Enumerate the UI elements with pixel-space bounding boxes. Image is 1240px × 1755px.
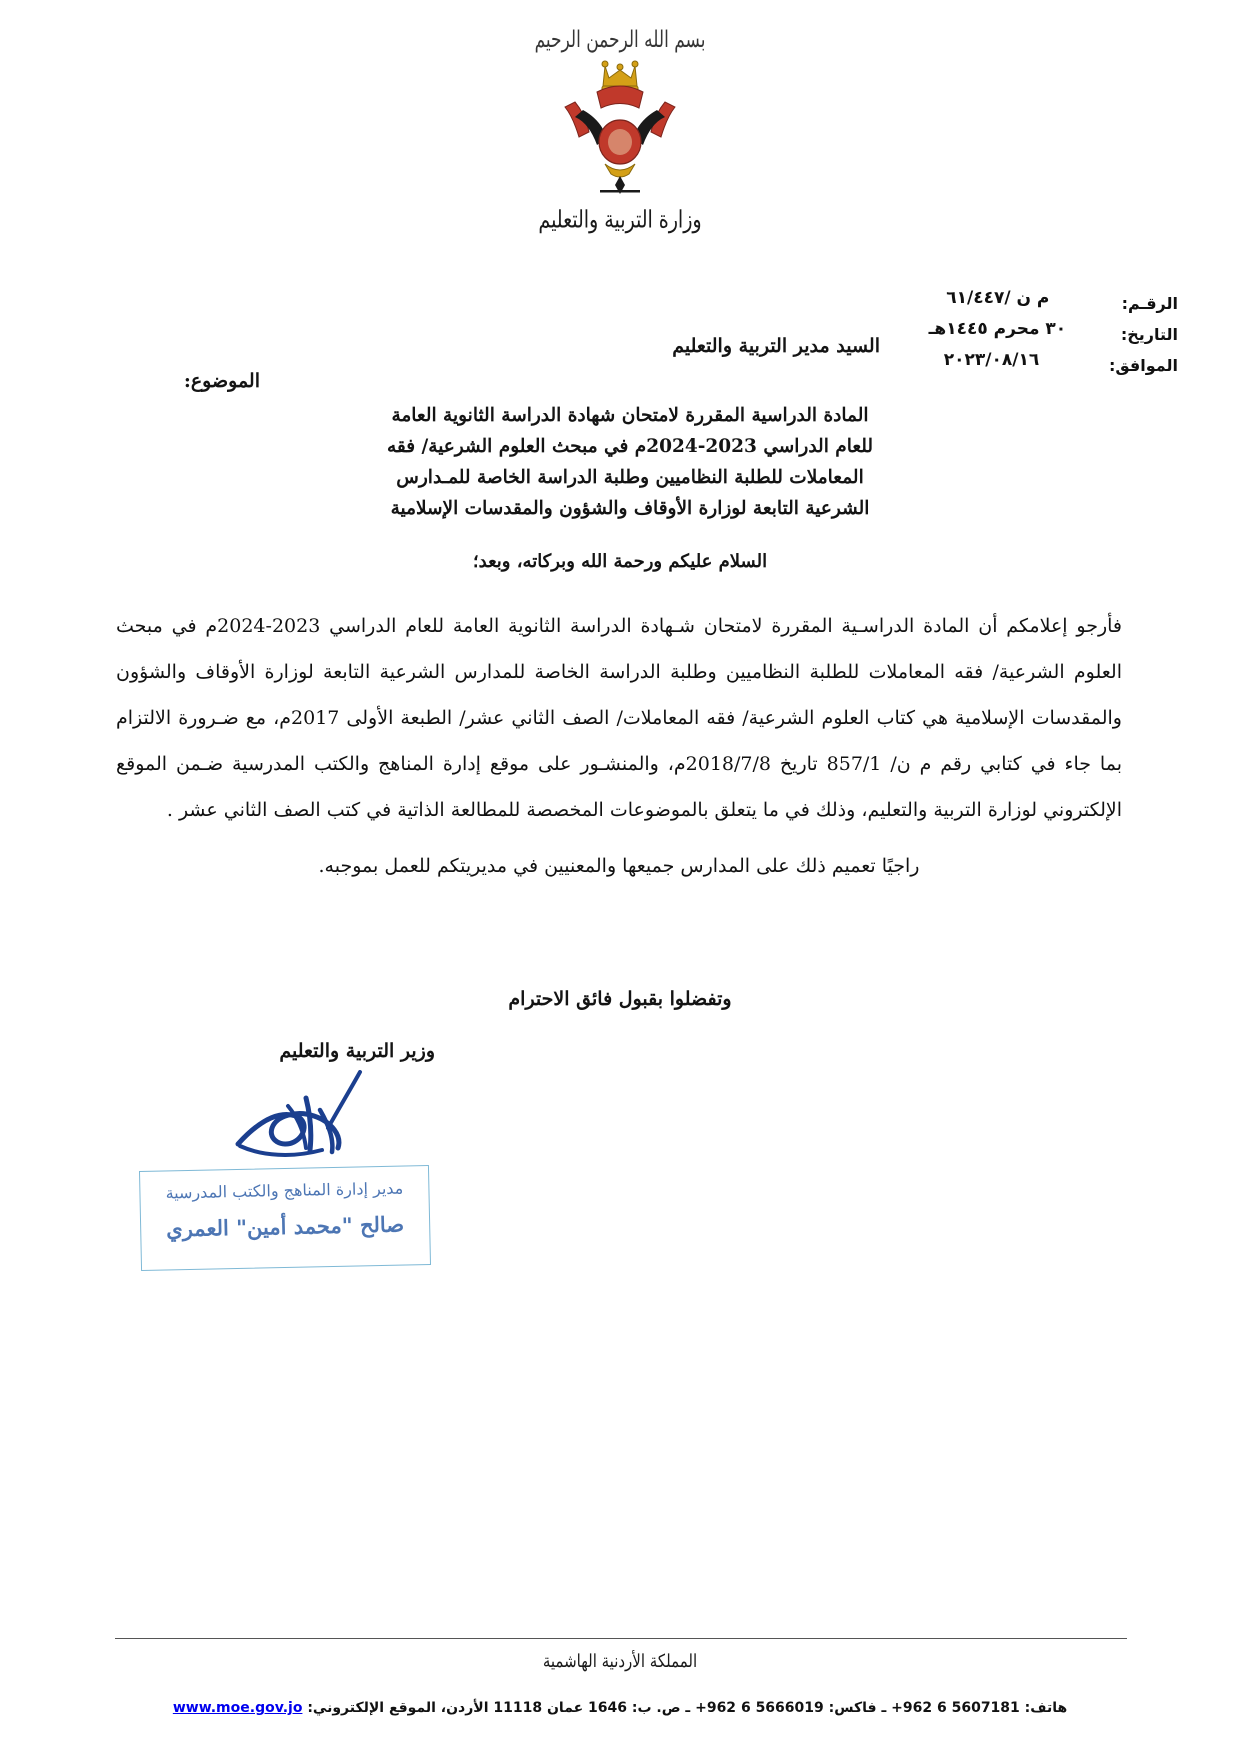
salutation: السلام عليكم ورحمة الله وبركاته، وبعد؛ bbox=[472, 551, 768, 572]
reference-dots-number bbox=[880, 290, 1116, 307]
signer-title: وزير التربية والتعليم bbox=[279, 1040, 435, 1062]
reference-value-date: ٣٠ محرم ١٤٤٥هـ bbox=[880, 319, 1115, 339]
footer-contact-text: هاتف: 5607181 6 962+ ـ فاكس: 5666019 6 962+ ـ ص. ب: 1646 عمان 11118 الأردن، الموقع الإلكتروني: bbox=[307, 1700, 1068, 1716]
footer-contact bbox=[0, 1700, 1240, 1716]
ministry-name: وزارة التربية والتعليم bbox=[538, 206, 702, 234]
subject-line: الشرعية التابعة لوزارة الأوقاف والشؤون والمقدسات الإسلامية bbox=[390, 498, 870, 519]
letter-body bbox=[116, 603, 1122, 889]
stamp-department-name: مدير إدارة المناهج والكتب المدرسية bbox=[165, 1178, 404, 1203]
jordan-hashemite-crown-emblem bbox=[545, 58, 695, 203]
reference-label-corresponding: الموافق: bbox=[1108, 356, 1178, 375]
subject-line: للعام الدراسي 2023-2024م في مبحث العلوم الشرعية/ فقه bbox=[386, 436, 874, 457]
reference-value-number: م ن /٦١/٤٤٧ bbox=[880, 288, 1116, 308]
body-paragraph-1: فأرجو إعلامكم أن المادة الدراسـية المقررة لامتحان شـهادة الدراسة الثانوية العامة للعام الدراسي 2023-2024م في مبحث العلوم الشرعية/ فقه المعاملات للطلبة النظاميين وطلبة الدراسة الخاصة للمدارس الشرعية التابعة لوزارة الأوقاف والشؤون والمقدسات الإسلامية هي كتاب العلوم الشرعية/ فقه المعاملات/ الصف الثاني عشر/ الطبعة الأولى 2017م، مع ضـرورة الالتزام بما جاء في كتابي رقم م ن/ 857/1 تاريخ 2018/7/8م، والمنشـور على موقع إدارة المناهج والكتب المدرسية ضـمن الموقع الإلكتروني لوزارة التربية والتعليم، وذلك في ما يتعلق بالموضوعات المخصصة للمطالعة الذاتية في كتب الصف الثاني عشر . bbox=[116, 615, 1123, 821]
basmala-text: بسم الله الرحمن الرحيم bbox=[534, 26, 706, 54]
subject-line: المادة الدراسية المقررة لامتحان شهادة الدراسة الثانوية العامة bbox=[391, 405, 869, 426]
subject-label: الموضوع: bbox=[183, 370, 260, 392]
subject-line: المعاملات للطلبة النظاميين وطلبة الدراسة الخاصة للمـدارس bbox=[396, 467, 864, 488]
footer-divider bbox=[115, 1638, 1127, 1639]
ministry-website-link[interactable]: www.moe.gov.jo bbox=[172, 1700, 303, 1716]
reference-value-corresponding: ٢٠٢٣/٠٨/١٦ bbox=[880, 350, 1103, 370]
reference-row-gregorian-date bbox=[878, 344, 1178, 375]
reference-dots-corresponding bbox=[880, 352, 1103, 369]
letterhead bbox=[0, 26, 1240, 234]
footer-kingdom-name: المملكة الأردنية الهاشمية bbox=[542, 1650, 698, 1672]
reference-label-number: الرقـم: bbox=[1121, 294, 1178, 313]
handwritten-signature bbox=[210, 1070, 420, 1180]
reference-row-number bbox=[878, 282, 1178, 313]
reference-row-hijri-date bbox=[878, 313, 1178, 344]
reference-block bbox=[878, 282, 1178, 375]
department-stamp bbox=[139, 1165, 431, 1271]
addressee-line: السيد مدير التربية والتعليم bbox=[672, 335, 880, 357]
subject-body bbox=[160, 400, 1100, 524]
reference-label-date: التاريخ: bbox=[1120, 325, 1178, 344]
closing-line: وتفضلوا بقبول فائق الاحترام bbox=[508, 988, 732, 1010]
stamp-person-name: صالح "محمد أمين" العمري bbox=[165, 1211, 405, 1242]
body-paragraph-2: راجيًا تعميم ذلك على المدارس جميعها والمعنيين في مديريتكم للعمل بموجبه. bbox=[318, 855, 920, 877]
reference-dots-date bbox=[880, 321, 1115, 338]
